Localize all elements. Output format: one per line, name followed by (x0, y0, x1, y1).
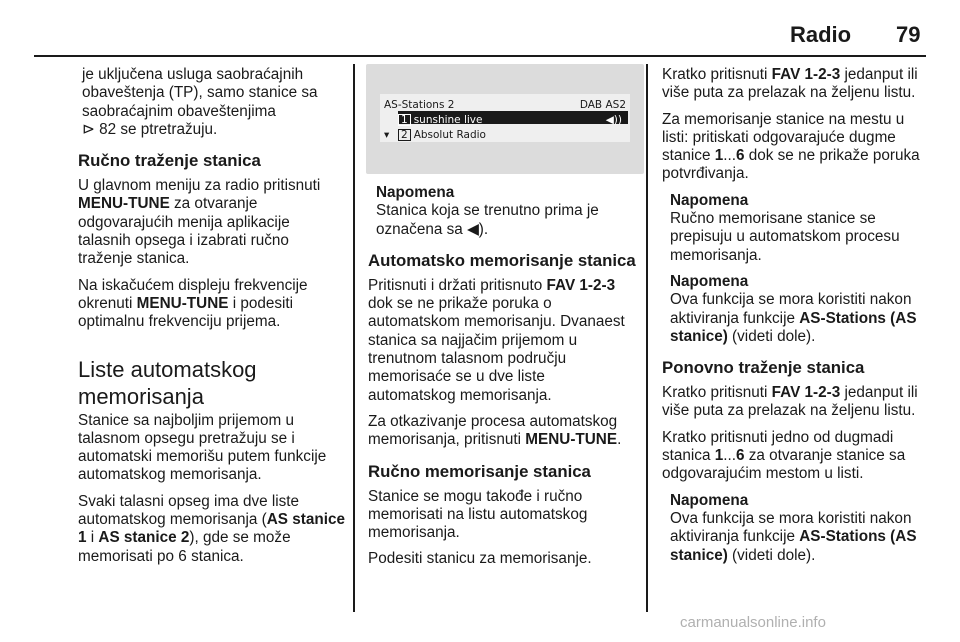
paragraph: Podesiti stanicu za memorisanje. (368, 550, 592, 568)
paragraph: Za otkazivanje procesa automatskog memorisanja, pritisnuti MENU-TUNE. (368, 412, 622, 449)
middle-column (368, 66, 636, 577)
arrow-down-icon: ▾ (384, 129, 390, 141)
section-title: Radio (790, 22, 852, 47)
left-column (78, 66, 346, 574)
display-band: DAB AS2 (579, 99, 626, 111)
note: Napomena Ručno memorisane stanice se prepisuju u automatskom procesu memorisanja. (670, 191, 900, 264)
paragraph: Pritisnuti i držati pritisnuto FAV 1-2-3 dok se ne prikaže poruka o automatskom memorisanju. Dvanaest stanica sa najjačim prijemom u trenutnom talasnom području memorisaće se u dve liste automatskog memorisanja. (368, 276, 625, 404)
heading-autostore-lists: Liste automatskog memorisanja (78, 356, 257, 409)
arrow-icon: ⊳ (82, 120, 95, 138)
watermark: carmanualsonline.info (680, 614, 826, 631)
page-header (0, 8, 960, 48)
paragraph: U glavnom meniju za radio pritisnuti MENU-TUNE za otvaranje odgovarajućih menija aplikacije talasnih opsega i izabrati ručno traženje stanica. (78, 177, 321, 268)
heading-manual-search: Ručno traženje stanica (78, 151, 261, 171)
note: Napomena Ova funkcija se mora koristiti nakon aktiviranja funkcije AS-Stations (AS stanice) (videti dole). (670, 272, 917, 345)
station-row-selected: 1 sunshine live ◀)) (398, 111, 628, 124)
station-row: 2 Absolut Radio (398, 126, 486, 144)
paragraph: Stanice se mogu takođe i ručno memorisati na listu automatskog memorisanja. (368, 487, 588, 542)
heading-manual-store: Ručno memorisanje stanica (368, 461, 591, 481)
paragraph: Za memorisanje stanice na mestu u listi: pritiskati odgovarajuće dugme stanice 1...6 dok se ne prikaže poruka potvrđivanja. (662, 110, 920, 183)
display-screenshot (366, 64, 644, 174)
column-divider (353, 64, 355, 612)
speaker-icon: ◀) (467, 220, 484, 238)
paragraph: Kratko pritisnuti FAV 1-2-3 jedanput ili više puta za prelazak na željenu listu. (662, 66, 918, 102)
note: Napomena Ova funkcija se mora koristiti nakon aktiviranja funkcije AS-Stations (AS stanice) (videti dole). (670, 491, 917, 564)
right-column (662, 66, 930, 573)
display-panel (380, 94, 630, 142)
note: Napomena Stanica koja se trenutno prima je označena sa ◀). (376, 184, 599, 238)
paragraph: Svaki talasni opseg ima dve liste automatskog memorisanja (AS stanice 1 i AS stanice 2), gde se može memorisati po 6 stanica. (78, 492, 345, 565)
paragraph: Na iskačućem displeju frekvencije okrenuti MENU-TUNE i podesiti optimalnu frekvenciju prijema. (78, 276, 308, 331)
column-divider (646, 64, 648, 612)
heading-retrieve: Ponovno traženje stanica (662, 358, 865, 378)
header-rule (34, 55, 926, 57)
paragraph: Kratko pritisnuti jedno od dugmadi stanica 1...6 za otvaranje stanice sa odgovarajućim mestom u listi. (662, 428, 906, 483)
heading-auto-store: Automatsko memorisanje stanica (368, 250, 636, 270)
paragraph: Kratko pritisnuti FAV 1-2-3 jedanput ili više puta za prelazak na željenu listu. (662, 384, 918, 420)
display-title: AS-Stations 2 (384, 99, 455, 111)
paragraph: je uključena usluga saobraćajnih obaveštenja (TP), samo stanice sa saobraćajnim obaveštenjima ⊳ 82 se ptretražuju. (82, 66, 318, 138)
paragraph: Stanice sa najboljim prijemom u talasnom opsegu pretražuju se i automatski memorišu putem funkcije automatskog memorisanja. (78, 411, 327, 484)
speaker-icon: ◀)) (605, 114, 622, 126)
page-number: 79 (896, 22, 921, 47)
